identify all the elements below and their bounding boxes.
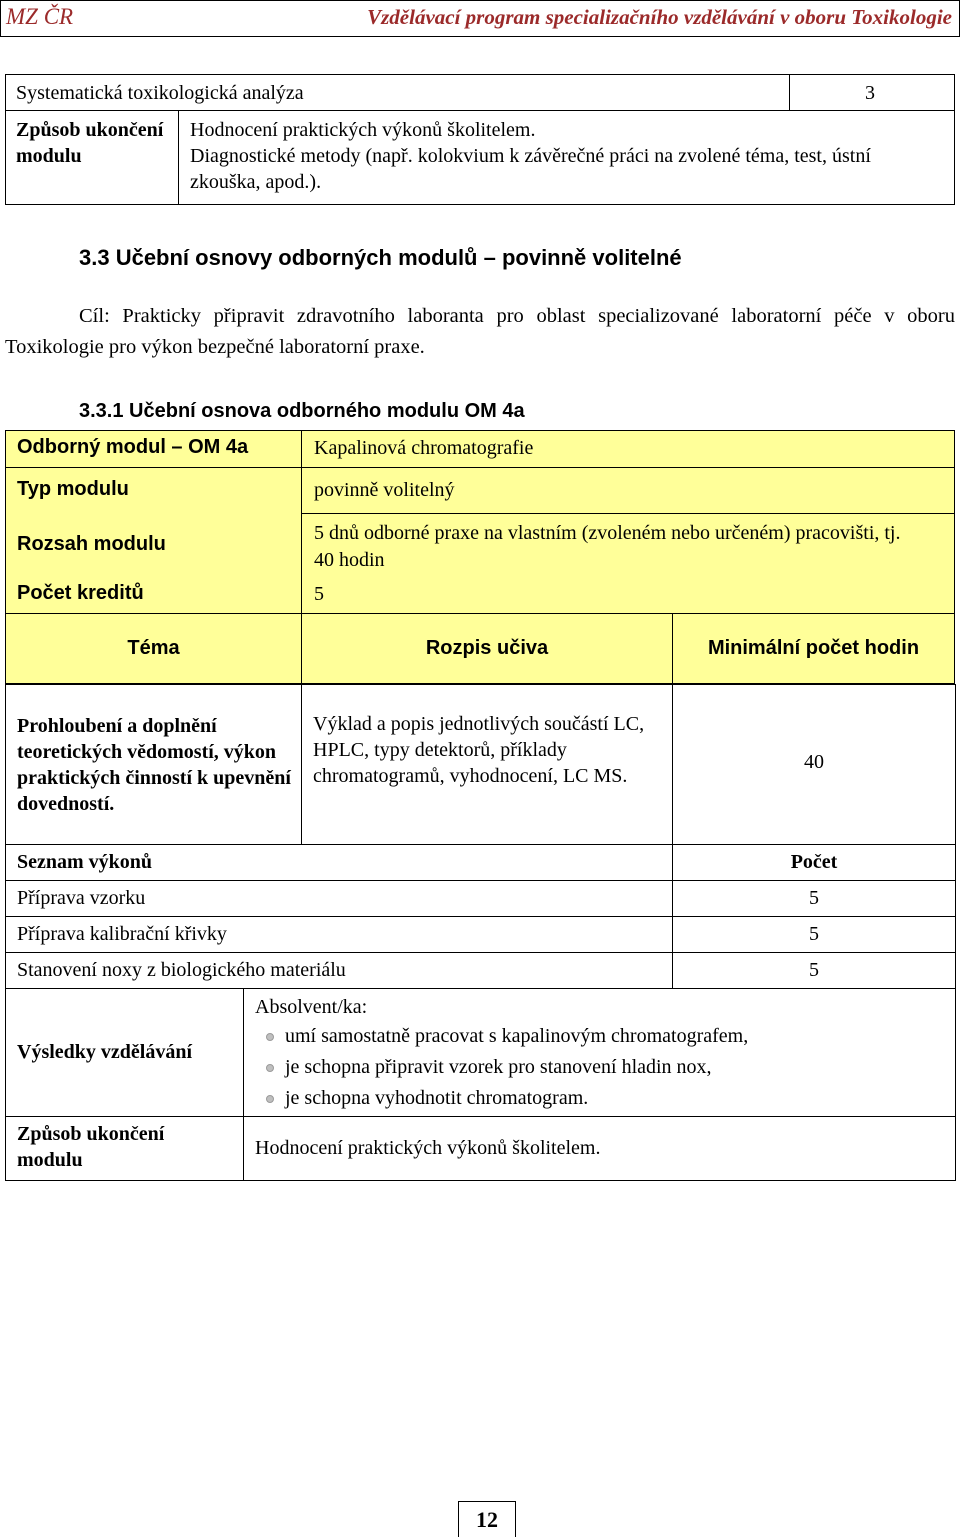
previous-completion-label: Způsob ukončení modulu — [6, 111, 179, 205]
credits-label: Počet kreditů — [17, 582, 144, 604]
outcome-text: je schopna vyhodnotit chromatogram. — [285, 1087, 589, 1109]
outcome-text: umí samostatně pracovat s kapalinovým chromatografem, — [285, 1025, 749, 1047]
outcome-item — [255, 1083, 945, 1114]
module-detail-table — [5, 684, 956, 1181]
performance-name: Příprava kalibrační křivky — [6, 917, 673, 953]
section-heading-3-3-1: 3.3.1 Učební osnova odborného modulu OM 4a — [79, 400, 525, 422]
previous-module-hours: 3 — [790, 75, 955, 111]
module-info-table — [5, 430, 955, 684]
performance-count: 5 — [673, 917, 956, 953]
performance-row — [6, 881, 956, 917]
credits-value: 5 — [314, 583, 324, 605]
header-title: Vzdělávací program specializačního vzdělávání v oboru Toxikologie — [367, 5, 952, 29]
performance-count-label: Počet — [673, 845, 956, 881]
section-goal-text: Cíl: Prakticky připravit zdravotního laboranta pro oblast specializované laboratorní péče v oboru Toxikologie pro výkon bezpečné laboratorní praxe. — [5, 305, 955, 358]
curriculum-content: Výklad a popis jednotlivých součástí LC, HPLC, typy detektorů, příklady chromatogramů, vyhodnocení, LC MS. — [302, 685, 673, 845]
scope-label: Rozsah modulu — [17, 533, 166, 555]
performance-row — [6, 917, 956, 953]
section-heading-3-3: 3.3 Učební osnovy odborných modulů – povinně volitelné — [79, 245, 682, 270]
performance-count: 5 — [673, 881, 956, 917]
module-label: Odborný modul – OM 4a — [17, 436, 249, 458]
type-label: Typ modulu — [17, 478, 129, 500]
scope-value: 5 dnů odborné praxe na vlastním (zvoleném nebo určeném) pracovišti, tj. 40 hodin — [314, 522, 901, 571]
performance-name: Příprava vzorku — [6, 881, 673, 917]
outcome-text: je schopna připravit vzorek pro stanovení hladin nox, — [285, 1056, 712, 1078]
completion-label: Způsob ukončení modulu — [6, 1117, 244, 1181]
col-topic: Téma — [127, 637, 180, 659]
divider — [6, 613, 954, 614]
outcome-item — [255, 1052, 945, 1083]
col-curriculum: Rozpis učiva — [425, 637, 549, 659]
header-org: MZ ČR — [6, 4, 74, 29]
divider — [301, 467, 302, 613]
performance-list-label: Seznam výkonů — [6, 845, 673, 881]
module-value: Kapalinová chromatografie — [314, 437, 534, 459]
outcomes-label: Výsledky vzdělávání — [6, 989, 244, 1117]
page-number: 12 — [458, 1501, 516, 1537]
previous-module-table — [5, 74, 955, 205]
col-min-hours: Minimální počet hodin — [707, 637, 920, 659]
previous-module-name: Systematická toxikologická analýza — [6, 75, 790, 111]
outcome-item — [255, 1021, 945, 1052]
curriculum-hours: 40 — [673, 685, 956, 845]
previous-completion-line-1: Hodnocení praktických výkonů školitelem. — [190, 119, 536, 141]
performance-name: Stanovení noxy z biologického materiálu — [6, 953, 673, 989]
bullet-icon — [266, 1064, 274, 1072]
previous-completion-text — [179, 111, 955, 205]
type-value: povinně volitelný — [314, 479, 455, 501]
completion-value: Hodnocení praktických výkonů školitelem. — [244, 1117, 956, 1181]
section-goal — [5, 301, 955, 363]
curriculum-topic: Prohloubení a doplnění teoretických vědomostí, výkon praktických činností k upevnění dovedností. — [6, 685, 302, 845]
previous-completion-line-2: Diagnostické metody (např. kolokvium k závěrečné práci na zvolené téma, test, ústní zkouška, apod.). — [190, 145, 871, 193]
bullet-icon — [266, 1033, 274, 1041]
divider — [6, 467, 954, 468]
outcomes-intro: Absolvent/ka: — [255, 996, 368, 1018]
divider — [301, 431, 302, 467]
bullet-icon — [266, 1095, 274, 1103]
performance-count: 5 — [673, 953, 956, 989]
divider — [301, 513, 954, 514]
outcomes-content — [244, 989, 956, 1117]
performance-row — [6, 953, 956, 989]
